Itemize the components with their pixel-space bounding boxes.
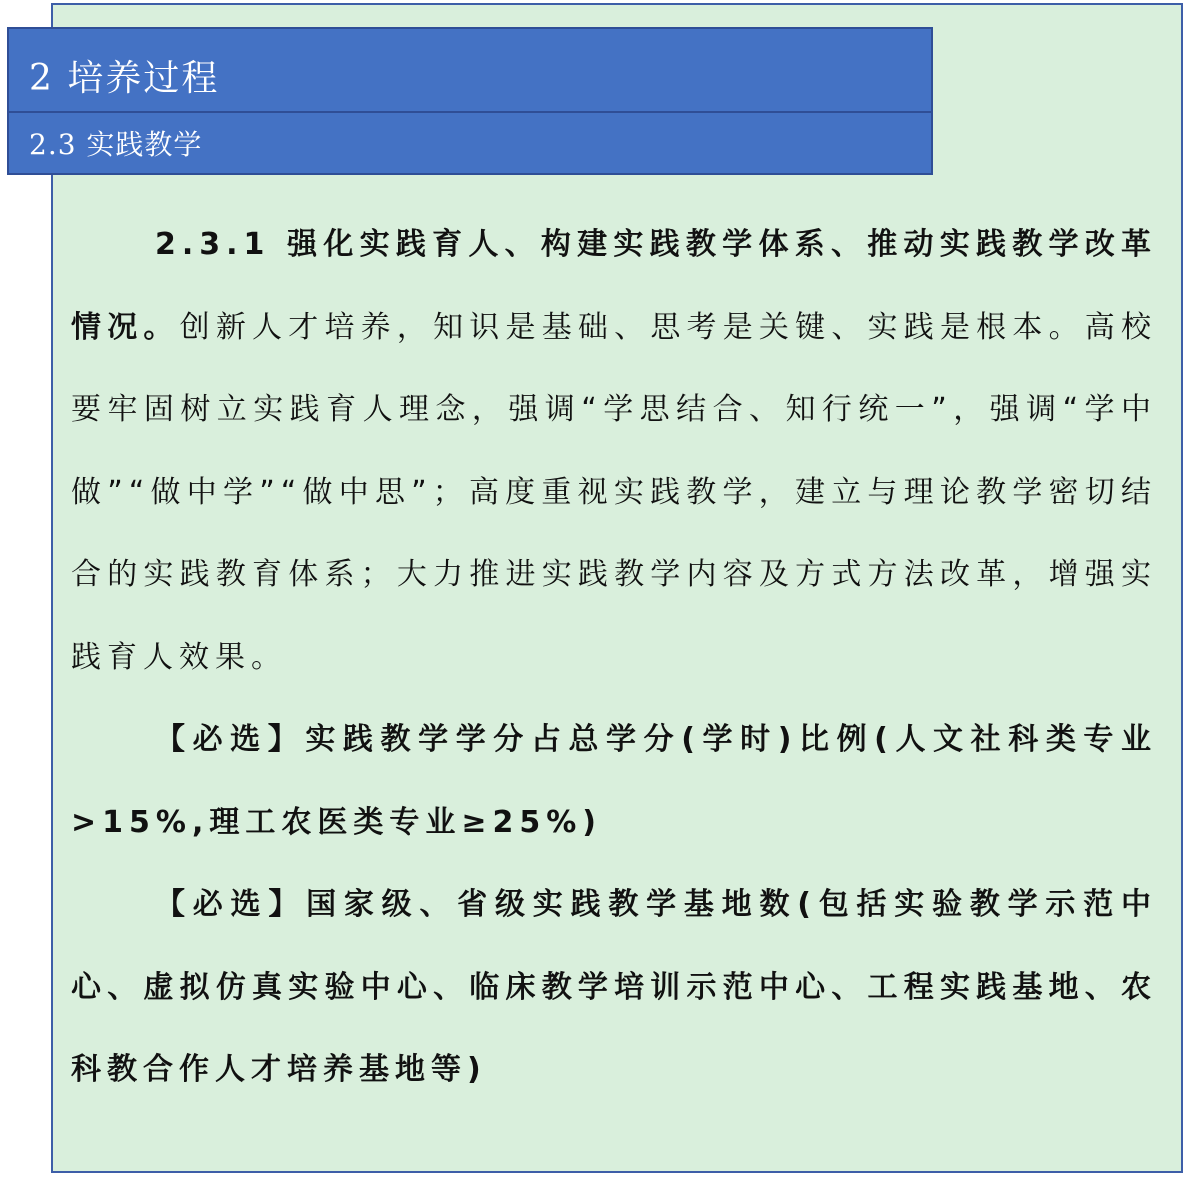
paragraph-credit-ratio: 【必选】实践教学学分占总学分(学时)比例(人文社科类专业>15%,理工农医类专业≥25%) [71, 722, 1157, 840]
section-header [7, 27, 933, 175]
paragraph-body: 创新人才培养，知识是基础、思考是关键、实践是根本。高校要牢固树立实践育人理念，强调“学思结合、知行统一”，强调“学中做”“做中学”“做中思”；高度重视实践教学，建立与理论教学密切结合的实践教育体系；大力推进实践教学内容及方式方法改革，增强实践育人效果。 [71, 309, 1158, 675]
section-title: 2 培养过程 [9, 29, 931, 113]
paragraph-practice-teaching [71, 204, 1157, 699]
document-body [71, 204, 1157, 1112]
section-subtitle: 2.3 实践教学 [29, 128, 203, 161]
paragraph-heading: 2.3.1 强化实践育人、构建实践教学体系、推动实践教学改革情况。 [71, 227, 1157, 345]
paragraph-teaching-bases: 【必选】国家级、省级实践教学基地数(包括实验教学示范中心、虚拟仿真实验中心、临床教学培训示范中心、工程实践基地、农科教合作人才培养基地等) [71, 887, 1157, 1087]
